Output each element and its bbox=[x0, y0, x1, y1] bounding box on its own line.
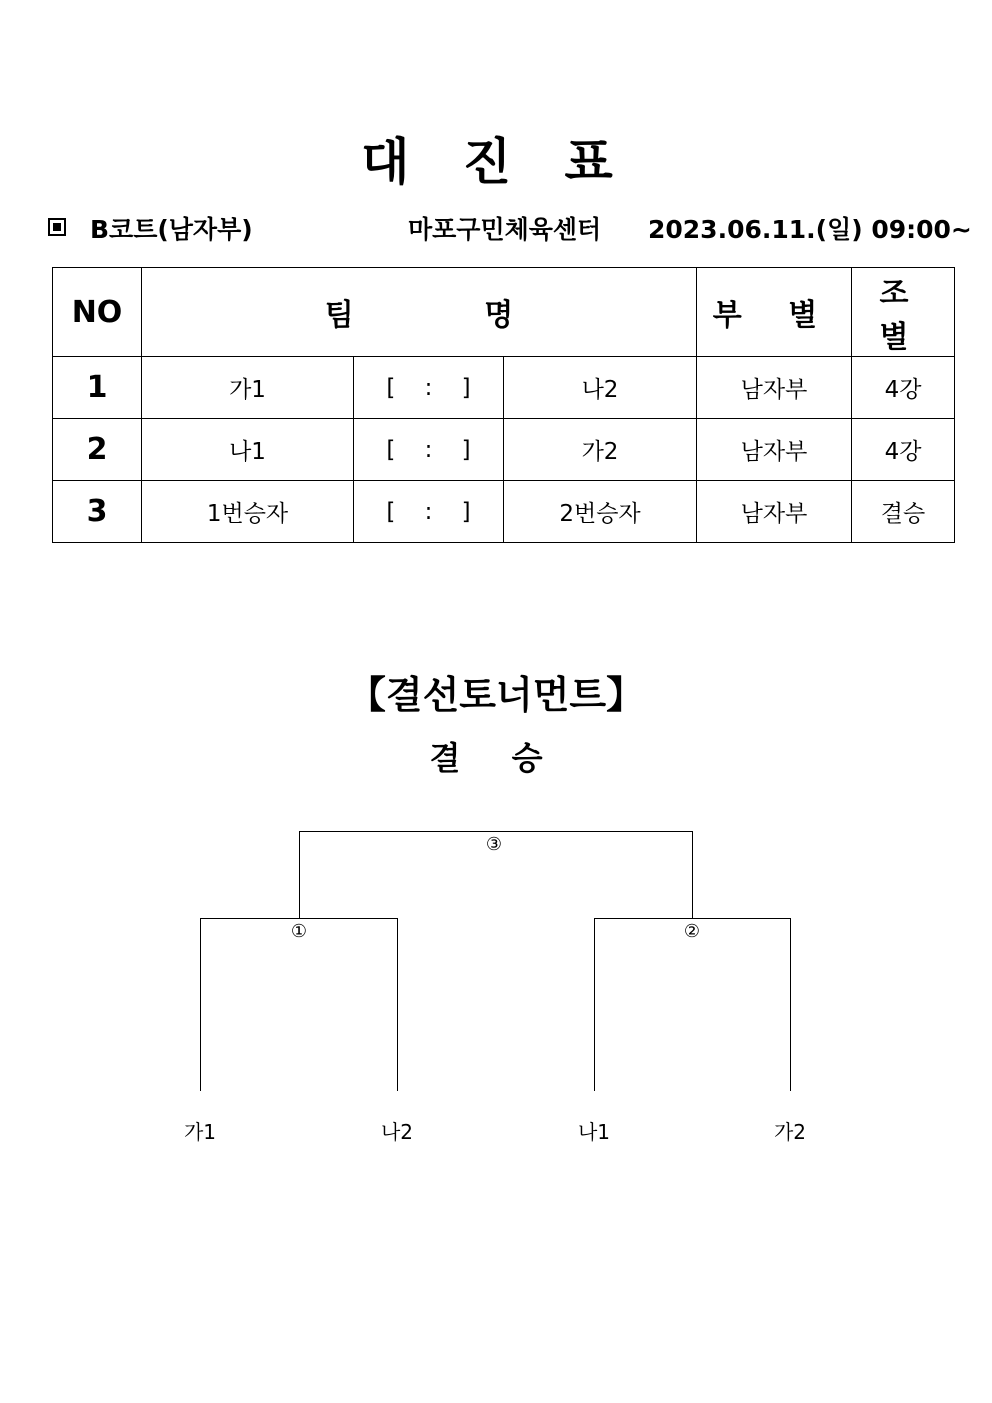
square-bullet-icon bbox=[48, 218, 66, 236]
bracket-line-final-left bbox=[299, 831, 300, 919]
row-no: 1 bbox=[53, 357, 142, 419]
row-no: 2 bbox=[53, 419, 142, 481]
table-row bbox=[53, 481, 955, 543]
team1-cell: 가1 bbox=[142, 357, 354, 419]
bracket-leaf: 가2 bbox=[773, 1120, 807, 1144]
score-cell: [ : ] bbox=[354, 481, 504, 543]
table-row bbox=[53, 419, 955, 481]
bracket-line-semi1-left bbox=[200, 918, 201, 1091]
score-cell: [ : ] bbox=[354, 357, 504, 419]
bracket-line-final-top bbox=[299, 831, 693, 832]
bracket-line-semi1-right bbox=[397, 918, 398, 1091]
team1-cell: 나1 bbox=[142, 419, 354, 481]
group-cell: 결승 bbox=[852, 481, 955, 543]
header-team: 팀 명 bbox=[142, 268, 697, 357]
team2-cell: 가2 bbox=[504, 419, 697, 481]
match-marker-2: ② bbox=[683, 921, 701, 942]
group-cell: 4강 bbox=[852, 357, 955, 419]
team1-cell: 1번승자 bbox=[142, 481, 354, 543]
division-cell: 남자부 bbox=[697, 481, 852, 543]
score-cell: [ : ] bbox=[354, 419, 504, 481]
bracket-line-semi1-top bbox=[200, 918, 398, 919]
match-marker-3: ③ bbox=[485, 834, 503, 855]
bracket-leaf: 나2 bbox=[380, 1120, 414, 1144]
tournament-title: 【결선토너먼트】 bbox=[347, 673, 645, 717]
venue-name: 마포구민체육센터 bbox=[408, 215, 602, 244]
table-row bbox=[53, 357, 955, 419]
header-group: 조 별 bbox=[852, 268, 955, 357]
bracket-leaf: 나1 bbox=[577, 1120, 611, 1144]
group-cell: 4강 bbox=[852, 419, 955, 481]
court-name: B코트(남자부) bbox=[90, 215, 253, 244]
court-info-line bbox=[48, 210, 972, 246]
bracket-leaf: 가1 bbox=[183, 1120, 217, 1144]
bracket-line-semi2-left bbox=[594, 918, 595, 1091]
final-subtitle: 결 승 bbox=[429, 739, 563, 777]
header-no: NO bbox=[53, 268, 142, 357]
match-marker-1: ① bbox=[290, 921, 308, 942]
row-no: 3 bbox=[53, 481, 142, 543]
header-division: 부 별 bbox=[697, 268, 852, 357]
bracket-line-semi2-top bbox=[594, 918, 791, 919]
division-cell: 남자부 bbox=[697, 419, 852, 481]
bracket-line-semi2-right bbox=[790, 918, 791, 1091]
team2-cell: 2번승자 bbox=[504, 481, 697, 543]
bracket-line-final-right bbox=[692, 831, 693, 919]
division-cell: 남자부 bbox=[697, 357, 852, 419]
match-table bbox=[52, 267, 955, 543]
table-header-row bbox=[53, 268, 955, 357]
page-title: 대 진 표 bbox=[361, 133, 631, 191]
match-datetime: 2023.06.11.(일) 09:00~ bbox=[648, 215, 972, 244]
team2-cell: 나2 bbox=[504, 357, 697, 419]
